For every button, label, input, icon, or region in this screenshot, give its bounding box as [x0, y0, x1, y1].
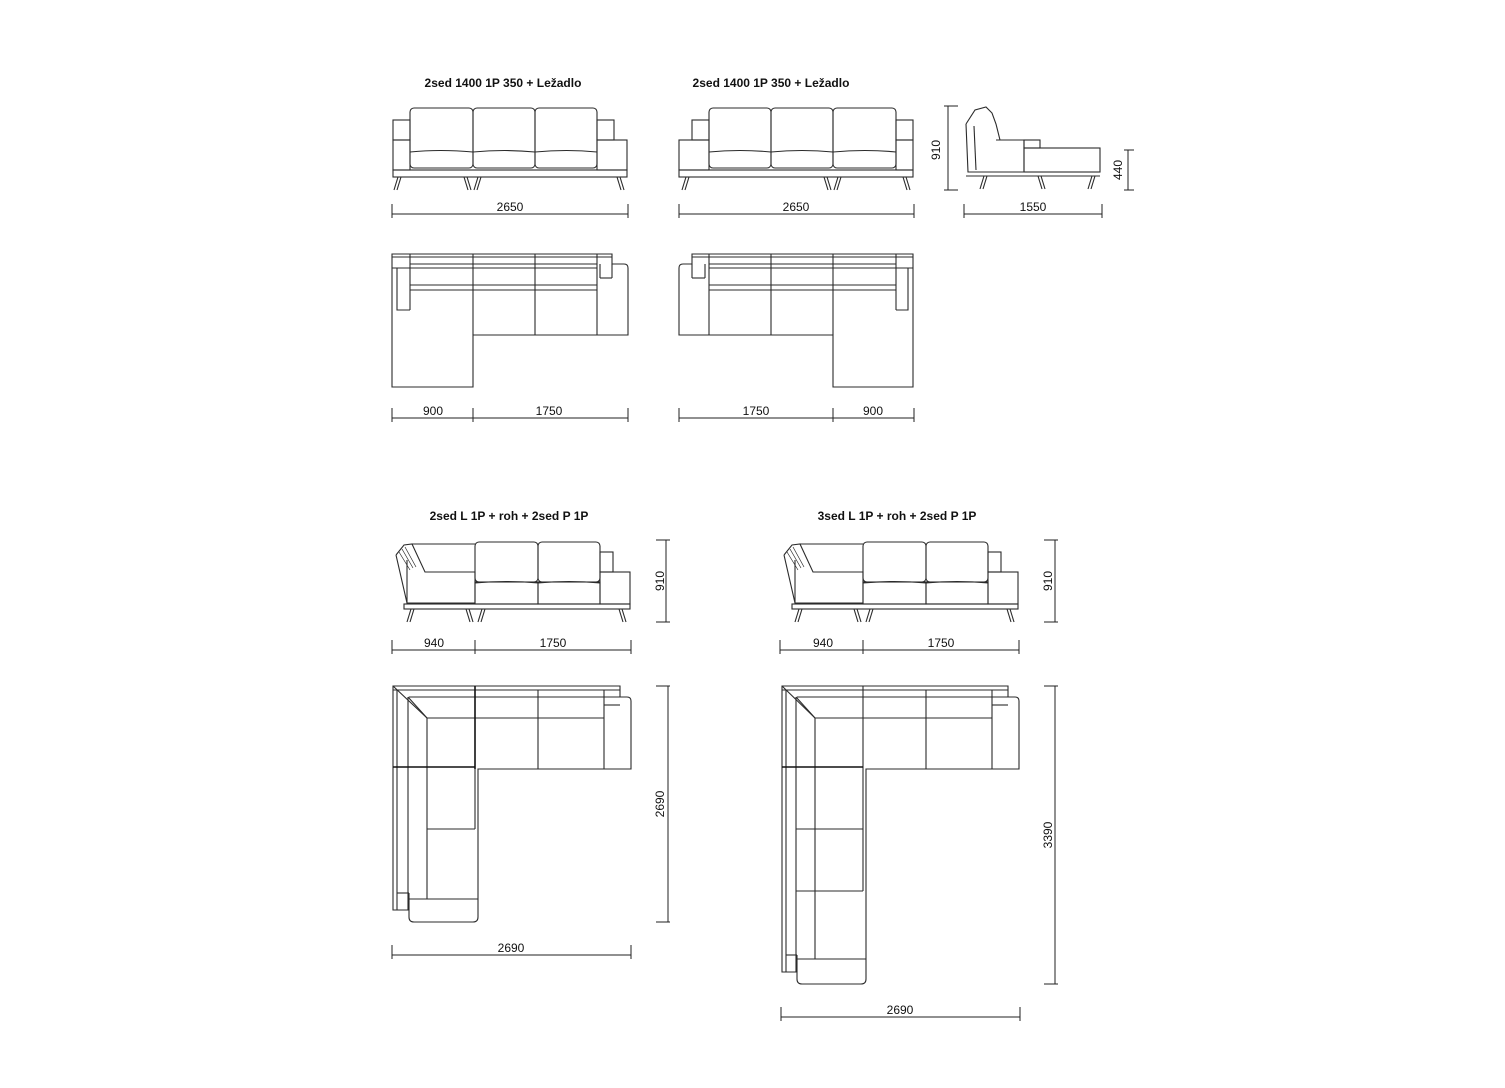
sofa-plan-view-chaise-right: [679, 254, 913, 387]
svg-text:440: 440: [1111, 159, 1125, 181]
svg-text:2690: 2690: [653, 790, 667, 818]
svg-text:1750: 1750: [742, 404, 770, 418]
svg-text:2690: 2690: [497, 941, 525, 955]
dimension-corner-small-plan-width: [392, 941, 631, 959]
sofa-side-view: [966, 107, 1100, 189]
dimension-910-side: [929, 106, 958, 190]
svg-text:3390: 3390: [1041, 821, 1055, 849]
svg-text:910: 910: [929, 139, 943, 161]
svg-text:910: 910: [1041, 570, 1055, 592]
corner-sofa-large-plan-view: [782, 686, 1019, 984]
svg-text:940: 940: [812, 636, 834, 650]
dimension-corner-large-plan-width: [781, 1003, 1020, 1021]
sofa-front-view-chaise-right: [679, 108, 913, 190]
title-chaise-left: 2sed 1400 1P 350 + Ležadlo: [424, 76, 582, 90]
dimension-plan-right: [679, 404, 914, 422]
title-corner-small: 2sed L 1P + roh + 2sed P 1P: [429, 509, 589, 523]
svg-text:1750: 1750: [539, 636, 567, 650]
corner-sofa-small-plan-view: [393, 686, 631, 922]
dimension-corner-small-height: [653, 540, 670, 622]
sofa-front-view-chaise-left: [393, 108, 627, 190]
sofa-plan-view-chaise-left: [392, 254, 628, 387]
svg-text:1750: 1750: [535, 404, 563, 418]
svg-text:900: 900: [862, 404, 884, 418]
dimension-2650-right: [679, 200, 914, 218]
dimension-440: [1111, 150, 1134, 190]
corner-sofa-large-front-view: [784, 542, 1018, 622]
svg-text:2690: 2690: [886, 1003, 914, 1017]
svg-text:1550: 1550: [1019, 200, 1047, 214]
dimension-2650-left: [392, 200, 628, 218]
svg-text:900: 900: [422, 404, 444, 418]
svg-text:940: 940: [423, 636, 445, 650]
title-chaise-right: 2sed 1400 1P 350 + Ležadlo: [692, 76, 850, 90]
dimension-corner-large-plan-height: [1041, 686, 1058, 984]
corner-sofa-small-front-view: [396, 542, 630, 622]
svg-text:910: 910: [653, 570, 667, 592]
svg-text:1750: 1750: [927, 636, 955, 650]
dimension-corner-large-height: [1041, 540, 1058, 622]
dimension-corner-small-plan-height: [653, 686, 670, 922]
dimension-1550: [964, 200, 1102, 218]
dimension-plan-left: [392, 404, 628, 422]
svg-text:2650: 2650: [496, 200, 524, 214]
svg-text:2650: 2650: [782, 200, 810, 214]
title-corner-large: 3sed L 1P + roh + 2sed P 1P: [817, 509, 977, 523]
dimension-corner-small-front: [392, 636, 631, 654]
dimension-corner-large-front: [780, 636, 1019, 654]
